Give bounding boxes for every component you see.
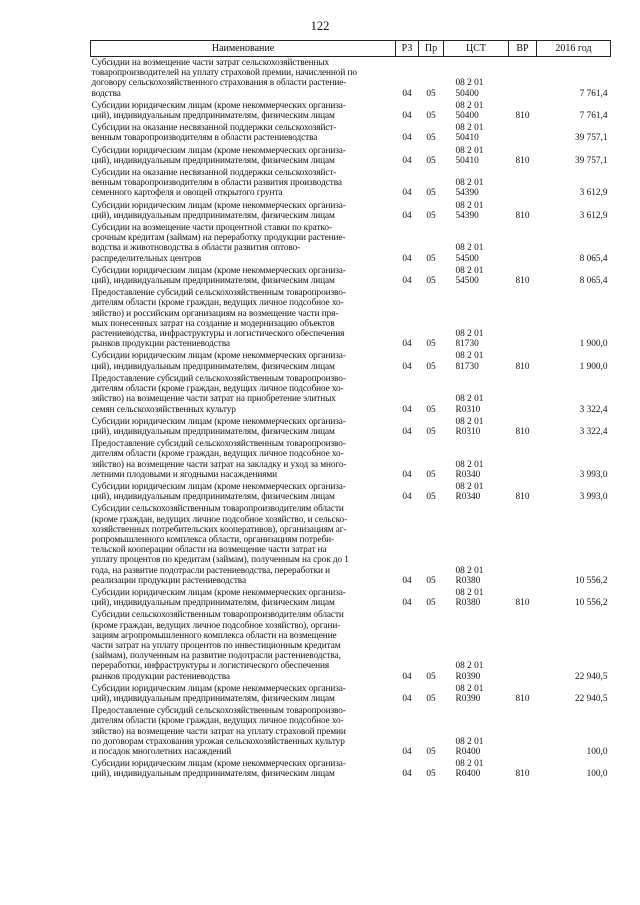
row-name: Субсидии на оказание несвязанной поддержки сельскохозяйст- венным товаропроизводителям в области развития производства семенного картофеля и овощей открытого грунта: [91, 168, 342, 199]
row-vr: [509, 503, 537, 587]
row-pr: 05: [426, 253, 436, 264]
row-vr: 810: [515, 769, 530, 780]
row-name: Субсидии юридическим лицам (кроме некоммерческих организа- ций), индивидуальным предпринимателям, физическим лицам: [91, 416, 346, 437]
row-rz: 04: [402, 111, 412, 122]
header-pr: Пр: [419, 41, 444, 57]
row-name: Предоставление субсидий сельскохозяйственным товаропроизво- дителям области (кроме граждан, ведущих личное подсобное хо- зяйство) на возмещение части затрат на закладку и уход за много- летними плодовыми и ягодными насаждениями: [91, 439, 347, 480]
row-pr: 05: [426, 598, 436, 609]
row-amount: 8 065,4: [579, 253, 608, 264]
table-row: [91, 373, 611, 416]
row-pr: 05: [426, 492, 436, 503]
row-vr: 810: [515, 276, 530, 287]
row-rz: 04: [402, 404, 412, 415]
row-cst: 08 2 01 R0400: [455, 759, 484, 780]
table-row: [91, 683, 611, 705]
row-amount: 10 556,2: [574, 598, 608, 609]
row-name: Субсидии сельскохозяйственным товаропроизводителям области (кроме граждан, ведущих личное подсобное хозяйство), органи- зациям агропромышленного комплекса области на возмещение части затрат на уплату процентов по инвестиционным кредитам (займам), полученным на развитие подотрасли растениеводства, переработки, инфраструктуры и логистического обеспечения рынков продукции растениеводства: [91, 610, 344, 682]
row-cst: 08 2 01 81730: [455, 329, 484, 350]
row-rz: 04: [402, 598, 412, 609]
row-cst: 08 2 01 50400: [455, 100, 484, 122]
row-pr: 05: [426, 339, 436, 350]
row-rz: 04: [402, 769, 412, 780]
row-rz: 04: [402, 155, 412, 166]
row-vr: 810: [515, 492, 530, 503]
row-cst: 08 2 01 54500: [455, 243, 484, 264]
row-cst: 08 2 01 54390: [455, 178, 484, 199]
row-pr: 05: [426, 575, 436, 586]
table-row: [91, 57, 611, 100]
row-amount: 7 761,4: [579, 88, 608, 99]
row-rz: 04: [402, 575, 412, 586]
table-row: [91, 265, 611, 287]
row-vr: [509, 609, 537, 682]
row-cst: 08 2 01 54500: [455, 265, 484, 287]
table-row: [91, 100, 611, 122]
row-rz: 04: [402, 693, 412, 704]
table-row: [91, 587, 611, 609]
row-pr: 05: [426, 133, 436, 144]
table-row: [91, 438, 611, 481]
row-pr: 05: [426, 155, 436, 166]
row-vr: 810: [515, 598, 530, 609]
row-pr: 05: [426, 276, 436, 287]
row-vr: 810: [515, 210, 530, 221]
row-name: Субсидии юридическим лицам (кроме некоммерческих организа- ций), индивидуальным предпринимателям, физическим лицам: [91, 265, 346, 287]
row-cst: 08 2 01 R0380: [455, 587, 484, 609]
row-name: Субсидии юридическим лицам (кроме некоммерческих организа- ций), индивидуальным предпринимателям, физическим лицам: [91, 759, 346, 780]
table-row: [91, 122, 611, 144]
row-name: Субсидии юридическим лицам (кроме некоммерческих организа- ций), индивидуальным предпринимателям, физическим лицам: [91, 481, 346, 503]
row-amount: 7 761,4: [579, 111, 608, 122]
row-rz: 04: [402, 469, 412, 480]
table-row: [91, 758, 611, 780]
table-body: [91, 57, 611, 781]
row-rz: 04: [402, 88, 412, 99]
row-cst: 08 2 01 50410: [455, 145, 484, 166]
row-amount: 3 322,4: [579, 404, 608, 415]
row-vr: [509, 373, 537, 416]
row-amount: 3 993,0: [579, 492, 608, 503]
page-number: 122: [310, 19, 330, 33]
table-row: [91, 287, 611, 350]
row-vr: 810: [515, 155, 530, 166]
row-name: Субсидии на возмещение части затрат сельскохозяйственных товаропроизводителей на уплату страховой премии, начисленной по договору сельскохозяйственного страхования в области растение- водства: [91, 58, 357, 99]
row-rz: 04: [402, 210, 412, 221]
row-amount: 22 940,5: [574, 693, 608, 704]
table-row: [91, 200, 611, 222]
header-cst: ЦСТ: [444, 41, 509, 57]
row-amount: 8 065,4: [579, 276, 608, 287]
row-vr: [509, 438, 537, 481]
row-pr: 05: [426, 469, 436, 480]
table-row: [91, 350, 611, 372]
row-name: Субсидии юридическим лицам (кроме некоммерческих организа- ций), индивидуальным предпринимателям, физическим лицам: [91, 200, 346, 221]
row-name: Субсидии сельскохозяйственным товаропроизводителям области (кроме граждан, ведущих личное подсобное хозяйство, и сельско- хозяйственных потребительских кооперативов), организациям аг- ропромышленного комплекса области, организациям потреби- тельской кооперации области на возмещение части затрат на уплату процентов по кредитам (займам), полученным на срок до 1 года, на развитие подотрасли растениеводства, переработки и реализации продукции растениеводства: [91, 504, 349, 586]
header-rz: РЗ: [396, 41, 419, 57]
row-amount: 3 993,0: [579, 469, 608, 480]
row-cst: 08 2 01 R0380: [455, 565, 484, 586]
row-cst: 08 2 01 50410: [455, 123, 484, 144]
row-rz: 04: [402, 133, 412, 144]
table-row: [91, 145, 611, 167]
header-vr: ВР: [509, 41, 537, 57]
row-name: Предоставление субсидий сельскохозяйственным товаропроизво- дителям области (кроме граждан, ведущих личное подсобное хо- зяйство) на возмещение части затрат на уплату страховой премии по договорам страхования урожая сельскохозяйственных культур и посадок многолетних насаждений: [91, 706, 346, 757]
header-row: [91, 41, 611, 57]
row-cst: 08 2 01 R0390: [455, 683, 484, 704]
row-rz: 04: [402, 492, 412, 503]
row-name: Субсидии юридическим лицам (кроме некоммерческих организа- ций), индивидуальным предпринимателям, физическим лицам: [91, 100, 346, 122]
row-vr: [509, 167, 537, 200]
row-cst: 08 2 01 54390: [455, 200, 484, 221]
row-cst: 08 2 01 R0340: [455, 481, 484, 503]
table-row: [91, 222, 611, 265]
row-amount: 3 612,9: [579, 210, 608, 221]
table-row: [91, 503, 611, 587]
row-pr: 05: [426, 210, 436, 221]
row-pr: 05: [426, 769, 436, 780]
row-amount: 100,0: [586, 769, 608, 780]
row-name: Предоставление субсидий сельскохозяйственным товаропроизво- дителям области (кроме граждан, ведущих личное подсобное хо- зяйство) на возмещение части затрат на приобретение элитных семян сельскохозяйственных культур: [91, 373, 346, 415]
row-cst: 08 2 01 R0340: [455, 459, 484, 480]
row-rz: 04: [402, 671, 412, 682]
row-cst: 08 2 01 81730: [455, 351, 484, 372]
table-row: [91, 481, 611, 503]
row-rz: 04: [402, 276, 412, 287]
row-cst: 08 2 01 50400: [455, 78, 484, 99]
row-rz: 04: [402, 339, 412, 350]
row-amount: 10 556,2: [574, 575, 608, 586]
row-amount: 1 900,0: [579, 361, 608, 372]
row-pr: 05: [426, 693, 436, 704]
row-cst: 08 2 01 R0400: [455, 736, 484, 757]
header-year: 2016 год: [537, 41, 611, 57]
row-amount: 3 612,9: [579, 188, 608, 199]
table-row: [91, 705, 611, 758]
row-amount: 100,0: [586, 747, 608, 757]
row-pr: 05: [426, 404, 436, 415]
row-cst: 08 2 01 R0310: [455, 394, 484, 415]
row-vr: [509, 222, 537, 265]
row-name: Субсидии юридическим лицам (кроме некоммерческих организа- ций), индивидуальным предпринимателям, физическим лицам: [91, 351, 346, 372]
row-amount: 22 940,5: [574, 671, 608, 682]
table-row: [91, 416, 611, 438]
row-pr: 05: [426, 88, 436, 99]
row-rz: 04: [402, 361, 412, 372]
row-vr: 810: [515, 426, 530, 437]
row-rz: 04: [402, 188, 412, 199]
row-vr: 810: [515, 693, 530, 704]
row-vr: [509, 122, 537, 144]
row-pr: 05: [426, 426, 436, 437]
row-vr: [509, 705, 537, 758]
row-vr: 810: [515, 111, 530, 122]
header-name: Наименование: [91, 41, 396, 57]
row-vr: [509, 57, 537, 100]
row-pr: 05: [426, 671, 436, 682]
row-name: Субсидии юридическим лицам (кроме некоммерческих организа- ций), индивидуальным предпринимателям, физическим лицам: [91, 683, 346, 704]
row-name: Субсидии юридическим лицам (кроме некоммерческих организа- ций), индивидуальным предпринимателям, физическим лицам: [91, 587, 346, 609]
table-row: [91, 609, 611, 682]
row-name: Субсидии на оказание несвязанной поддержки сельскохозяйст- венным товаропроизводителям в области растениеводства: [91, 123, 337, 144]
row-amount: 3 322,4: [579, 426, 608, 437]
table-row: [91, 167, 611, 200]
row-cst: 08 2 01 R0390: [455, 661, 484, 682]
row-pr: 05: [426, 361, 436, 372]
row-rz: 04: [402, 747, 412, 757]
row-amount: 39 757,1: [574, 133, 608, 144]
row-amount: 39 757,1: [574, 155, 608, 166]
row-vr: [509, 287, 537, 350]
row-pr: 05: [426, 111, 436, 122]
row-amount: 1 900,0: [579, 339, 608, 350]
row-name: Субсидии на возмещение части процентной ставки по кратко- срочным кредитам (займам) на переработку продукции растение- водства и животноводства в области развития оптово- распределительных центров: [91, 223, 346, 264]
budget-table: [90, 40, 611, 781]
row-cst: 08 2 01 R0310: [455, 416, 484, 437]
row-vr: 810: [515, 361, 530, 372]
row-name: Предоставление субсидий сельскохозяйственным товаропроизво- дителям области (кроме граждан, ведущих личное подсобное хо- зяйство) и российским организациям на возмещение части пря- мых понесенных затрат на создание и модернизацию объектов растениеводства, инфраструктуры и логистического обеспечения рынков продукции растениеводства: [91, 288, 346, 350]
row-rz: 04: [402, 426, 412, 437]
table-header: [91, 41, 611, 57]
row-pr: 05: [426, 747, 436, 757]
row-name: Субсидии юридическим лицам (кроме некоммерческих организа- ций), индивидуальным предпринимателям, физическим лицам: [91, 145, 346, 166]
row-pr: 05: [426, 188, 436, 199]
row-rz: 04: [402, 253, 412, 264]
